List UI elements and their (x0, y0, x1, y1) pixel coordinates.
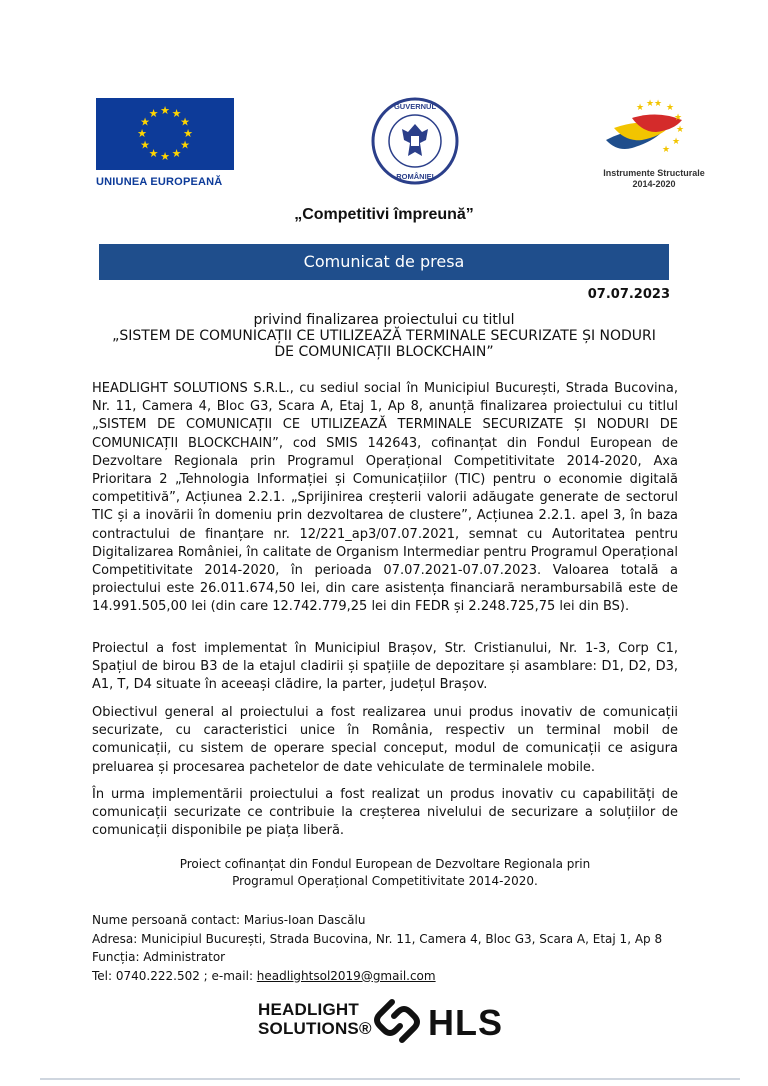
paragraph-objective: Obiectivul general al proiectului a fost realizarea unui produs inovativ de comunicații securizate, cu caracteristici unice în România, respectiv un terminal mobil de comunicații, cu sistem de operare special conceput, modul de comunicații ce asigura preluarea și procesarea pachetelor de date vehiculate de terminalele mobile. (92, 705, 678, 775)
paragraph-location: Proiectul a fost implementat în Municipiul Brașov, Str. Cristianului, Nr. 1-3, Corp C1, Spațiul de birou B3 de la etajul cladirii și spațiile de depozitare și asamblare: D1, D2, D3, A1, T, D4 situate în aceeași clădire, la parter, județul Brașov. (92, 641, 678, 693)
svg-text:★: ★ (673, 113, 683, 123)
svg-text:★: ★ (171, 107, 182, 120)
svg-text:★: ★ (160, 150, 170, 163)
eu-flag-icon (96, 98, 234, 170)
subtitle-line-3: DE COMUNICAȚII BLOCKCHAIN” (274, 344, 494, 360)
svg-text:★: ★ (635, 103, 645, 113)
svg-text:★: ★ (180, 115, 190, 129)
svg-text:★: ★ (645, 99, 655, 109)
contact-phone-email (92, 967, 692, 986)
brand-abbreviation: HLS (428, 1002, 503, 1043)
svg-text:★: ★ (180, 138, 190, 152)
release-date: 07.07.2023 (587, 287, 670, 302)
svg-text:GUVERNUL: GUVERNUL (393, 102, 437, 111)
svg-text:★: ★ (665, 103, 675, 113)
svg-text:★: ★ (148, 147, 159, 160)
svg-text:★: ★ (140, 138, 150, 152)
eu-label: UNIUNEA EUROPEANĂ (96, 176, 223, 188)
svg-text:★: ★ (148, 107, 159, 120)
svg-text:★: ★ (661, 145, 671, 155)
svg-text:★: ★ (137, 127, 147, 140)
contact-phone: Tel: 0740.222.502 ; e-mail: (92, 968, 257, 983)
logo-row (0, 96, 768, 196)
subtitle-line-2: „SISTEM DE COMUNICAȚII CE UTILIZEAZĂ TERMINALE SECURIZATE ȘI NODURI (112, 328, 656, 344)
svg-text:ROMÂNIEI: ROMÂNIEI (396, 172, 434, 181)
contact-address: Adresa: Municipiul București, Strada Bucovina, Nr. 11, Camera 4, Bloc G3, Scara A, Etaj 1, Ap 8 (92, 931, 663, 946)
svg-text:★: ★ (160, 104, 170, 117)
cofinancing-note (92, 856, 678, 890)
cofinancing-line-2: Programul Operațional Competitivitate 2014-2020. (232, 874, 538, 888)
romanian-government-seal-icon (370, 96, 460, 186)
chain-link-icon (370, 996, 424, 1046)
press-release-banner: Comunicat de presa (99, 244, 669, 280)
paragraph-project-details: HEADLIGHT SOLUTIONS S.R.L., cu sediul social în Municipiul București, Strada Bucovina, Nr. 11, Camera 4, Bloc G3, Scara A, Etaj 1, Ap 8, anunță finalizarea proiectului cu titlul „SISTEM DE COMUNICAȚII CE UTILIZEAZĂ TERMINALE SECURIZATE ȘI NODURI DE COMUNICAȚII BLOCKCHAIN”, cod SMIS 142643, cofinanțat din Fondul European de Dezvoltare Regionala prin Programul Operațional Competitivitate 2014-2020, Axa Prioritara 2 „Tehnologia Informației și Comunicațiilor (TIC) pentru o economie digitală competitivă”, Acțiunea 2.2.1. „Sprijinirea creșterii valorii adăugate generate de sectorul TIC și a inovării în domeniu prin dezvoltarea de clustere”, Acțiunea 2.2.1. apel 3, în baza contractului de finanțare nr. 12/221_ap3/07.07.2021, semnat cu Autoritatea pentru Digitalizarea României, în calitate de Organism Intermediar pentru Programul Operațional Competitivitate 2014-2020, în perioada 07.07.2021-07.07.2023. Valoarea totală a proiectului este 26.011.674,50 lei, din care asistența financiară nerambursabilă este de 14.991.505,00 lei (din care 12.742.779,25 lei din FEDR și 2.248.725,75 lei din BS). (92, 381, 678, 615)
cofinancing-line-1: Proiect cofinanțat din Fondul European de Dezvoltare Regionala prin (179, 857, 591, 871)
paragraph-result: În urma implementării proiectului a fost realizat un produs inovativ cu capabilități de comunicații securizate ce contribuie la creșterea nivelului de securizare a soluțiilor de comunicații disponibile pe piața liberă. (92, 787, 678, 839)
brand-line-2: SOLUTIONS® (258, 1019, 372, 1038)
is-label-years: 2014-2020 (632, 179, 676, 189)
bottom-divider (40, 1078, 740, 1080)
contact-email-link[interactable]: headlightsol2019@gmail.com (256, 968, 436, 983)
is-label-title: Instrumente Structurale (603, 168, 705, 178)
eu-logo (96, 98, 234, 188)
svg-text:★: ★ (140, 115, 150, 129)
contact-person: Nume persoană contact: Marius-Ioan Dascălu (92, 913, 366, 927)
brand-line-1: HEADLIGHT (258, 1000, 359, 1019)
contact-role: Funcția: Administrator (92, 950, 226, 964)
motto: „Competitivi împreună” (294, 206, 474, 223)
svg-text:★: ★ (183, 127, 193, 140)
subtitle (80, 312, 688, 360)
contact-block (92, 911, 692, 985)
svg-text:★: ★ (171, 147, 182, 160)
structural-instruments-logo (592, 96, 716, 196)
svg-text:★: ★ (671, 137, 681, 147)
subtitle-line-1: privind finalizarea proiectului cu titlul (253, 312, 515, 328)
svg-text:★: ★ (653, 99, 663, 109)
structural-instruments-icon (592, 96, 716, 168)
svg-text:★: ★ (675, 125, 685, 135)
headlight-solutions-logo (258, 992, 518, 1048)
